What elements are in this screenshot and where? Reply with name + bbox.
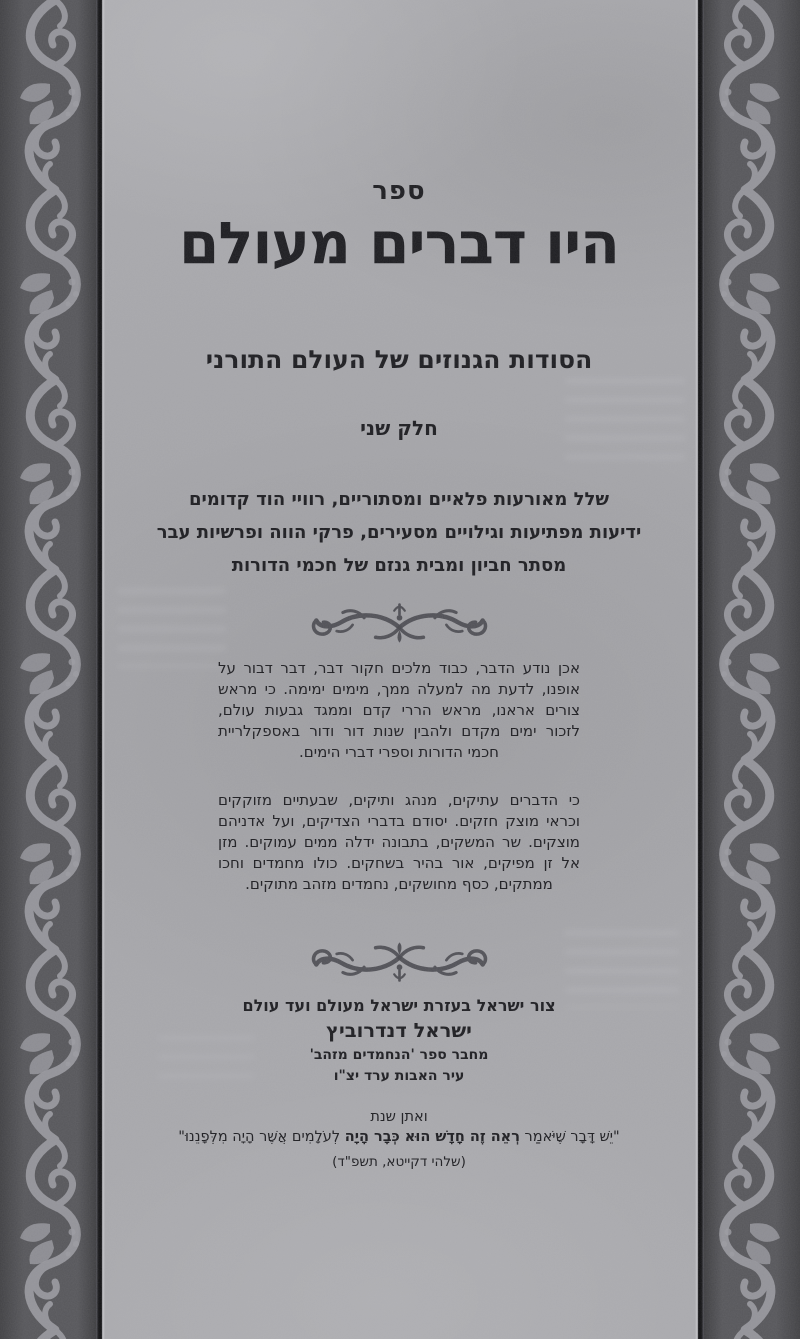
flourish-divider-bottom <box>105 938 693 984</box>
frame-rule-right <box>695 0 704 1339</box>
foreword-paragraph-2: כי הדברים עתיקים, מנהג ותיקים, שבעתיים מזוקקים וכראי מוצק חזקים. יסודם בדברי הצדיקים, ועל אדניהם מוצקים. שר המשקים, בתבונה ידלה ממים עמוקים. מזן אל זן מפיקים, אור בהיר בשחקים. כולו מחמדים וחכו ממתקים, כסף מחושקים, נחמדים מזהב מתוקים. <box>218 791 580 893</box>
book-title: היו דברים מעולם <box>178 209 620 277</box>
flourish-icon <box>302 601 497 647</box>
scrollwork-pattern-icon <box>703 0 800 1339</box>
volume-label: חלק שני <box>360 416 438 440</box>
scrollwork-pattern-icon <box>0 0 97 1339</box>
verse-closing: לְעֹלָמִים אֲשֶׁר הָיָה מִלְּפָנֵנוּ" <box>178 1129 345 1145</box>
verse-opening: "יֵשׁ דָּבָר שֶׁיֹּאמַר <box>519 1129 620 1145</box>
frame-rule-left <box>96 0 105 1339</box>
foreword-paragraph-1: אכן נודע הדבר, כבוד מלכים חקור דבר, דבר דבור על אופנו, לדעת מה למעלה ממך, מימים ימימה. כי מראש צורים אראנו, מראש הררי קדם וממגד גבעות עולם, לזכור ימים מקדם ולהבין שנות דור ודור באספקלריית חכמי הדורות וספרי דברי הימים. <box>218 659 580 761</box>
ornamental-border-left <box>0 0 97 1339</box>
author-credit: מחבר ספר 'הנחמדים מזהב' <box>309 1047 489 1063</box>
blurb-line-1: שלל מאורעות פלאיים ומסתוריים, רוויי הוד קדומים <box>188 489 610 510</box>
book-subtitle: הסודות הגנוזים של העולם התורני <box>205 345 593 374</box>
flourish-icon <box>302 938 497 984</box>
author-city: עיר האבות ערד יצ"ו <box>333 1068 465 1084</box>
chronogram-verse <box>105 1129 693 1145</box>
blurb-line-3: מסתר חביון ומבית גנזם של חכמי הדורות <box>231 555 567 576</box>
description-blurb <box>105 483 693 582</box>
chronogram-intro: ואתן שנת <box>370 1109 428 1125</box>
ornamental-border-right <box>703 0 800 1339</box>
flourish-divider-top <box>105 601 693 647</box>
title-page-content <box>105 0 693 1339</box>
blurb-line-2: ידיעות מפתיעות וגילויים מסעירים, פרקי הווה ופרשיות עבר <box>156 522 642 543</box>
chronogram-date-note: (שלהי דקייטא, תשפ"ד) <box>332 1154 466 1170</box>
sefer-label: ספר <box>372 176 426 206</box>
author-name: ישראל דנדרוביץ <box>326 1019 472 1042</box>
verse-chronogram-bold: רְאֵה זֶה חָדָשׁ הוּא כְּבָר הָיָה <box>344 1129 520 1145</box>
dedication-line: צור ישראל בעזרת ישראל מעולם ועד עולם <box>242 996 556 1015</box>
